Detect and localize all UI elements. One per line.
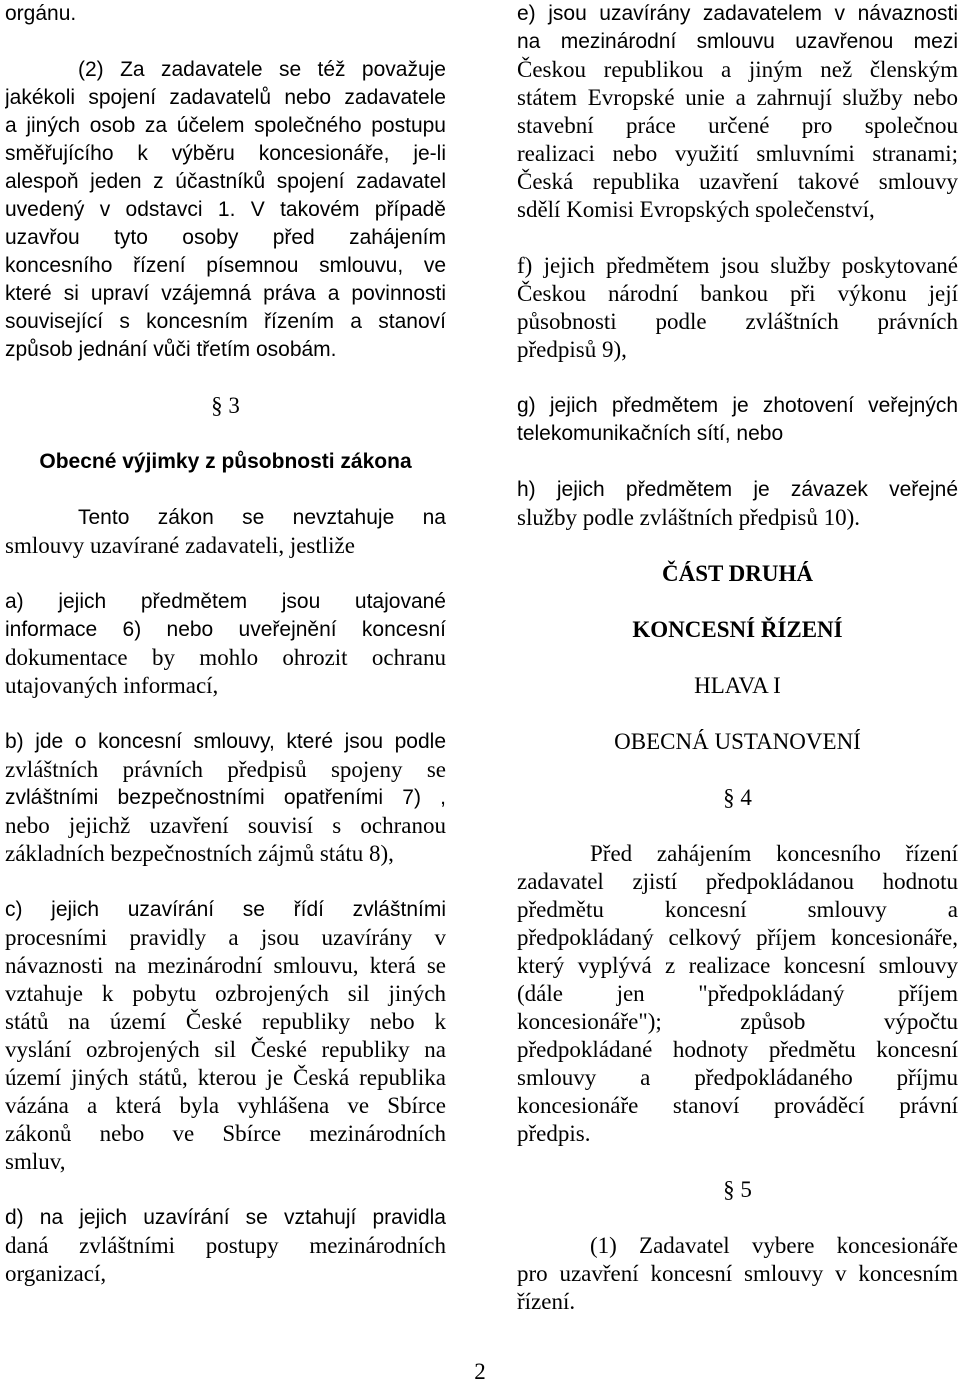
paragraph-line: Českou národní bankou při výkonu její bbox=[517, 281, 958, 306]
paragraph-line: Českou republikou a jiným než členským bbox=[517, 57, 958, 82]
part-two-title bbox=[517, 616, 958, 644]
paragraph-line: nebo jejichž uzavření souvisí s ochranou bbox=[5, 813, 446, 838]
paragraph-line: návaznosti na mezinárodní smlouvu, která se bbox=[5, 953, 446, 978]
paragraph-line: koncesního řízení písemnou smlouvu, ve bbox=[5, 254, 446, 277]
paragraph-line: které si upraví vzájemná práva a povinnosti bbox=[5, 282, 446, 305]
paragraph-line: uvedený v odstavci 1. V takovém případě bbox=[5, 198, 446, 221]
paragraph-line: předpis. bbox=[517, 1121, 591, 1146]
paragraph-line: daná zvláštními postupy mezinárodních bbox=[5, 1233, 446, 1258]
paragraph-line: (2) Za zadavatele se též považuje bbox=[78, 58, 446, 81]
paragraph-line: předpokládané hodnoty předmětu koncesní bbox=[517, 1037, 958, 1062]
carryover-text bbox=[5, 0, 446, 28]
part-label: ČÁST DRUHÁ bbox=[661, 561, 814, 586]
paragraph-line: vztahuje k pobytu ozbrojených sil jiných bbox=[5, 981, 446, 1006]
paragraph-line: pro uzavření koncesní smlouvy v koncesním bbox=[517, 1261, 958, 1286]
paragraph-line: Česká republika uzavření takové smlouvy bbox=[517, 169, 958, 194]
paragraph-line: řízení. bbox=[517, 1289, 576, 1314]
paragraph-line: zvláštními bezpečnostními opatřeními 7) , bbox=[5, 786, 446, 809]
paragraph-line: e) jsou uzavírány zadavatelem v návaznosti bbox=[517, 2, 958, 25]
paragraph-line: který vyplývá z realizace koncesní smlouvy bbox=[517, 953, 958, 978]
item-b bbox=[5, 728, 446, 868]
paragraph-line: zvláštních právních předpisů spojeny se bbox=[5, 757, 446, 782]
section-5-paragraph-1 bbox=[517, 1232, 958, 1316]
section-title: Obecné výjimky z působnosti zákona bbox=[39, 450, 412, 473]
paragraph-line: směřujícího k výběru koncesionáře, je-li bbox=[5, 142, 446, 165]
section-number: § 4 bbox=[723, 785, 752, 810]
item-h bbox=[517, 476, 958, 532]
chapter-label: HLAVA I bbox=[694, 673, 781, 698]
paragraph-line: procesními pravidly a jsou uzavírány v bbox=[5, 925, 446, 950]
item-e bbox=[517, 0, 958, 224]
chapter-title bbox=[517, 728, 958, 756]
paragraph-line: h) jejich předmětem je závazek veřejné bbox=[517, 478, 958, 501]
paragraph-line: (dále jen "předpokládaný příjem bbox=[517, 981, 958, 1006]
paragraph-line: smlouvy a předpokládaného příjmu bbox=[517, 1065, 958, 1090]
chapter-title-text: OBECNÁ USTANOVENÍ bbox=[614, 729, 861, 754]
chapter-heading bbox=[517, 672, 958, 700]
paragraph-line: utajovaných informací, bbox=[5, 673, 219, 698]
paragraph-line: smlouvy uzavírané zadavateli, jestliže bbox=[5, 533, 355, 558]
part-title: KONCESNÍ ŘÍZENÍ bbox=[632, 617, 843, 642]
paragraph-line: předmětu koncesní smlouvy a bbox=[517, 897, 958, 922]
section-5-heading bbox=[517, 1176, 958, 1204]
paragraph-line: dokumentace by mohlo ohrozit ochranu bbox=[5, 645, 446, 670]
item-f bbox=[517, 252, 958, 364]
item-d bbox=[5, 1204, 446, 1288]
paragraph-line: koncesionáře"); způsob výpočtu bbox=[517, 1009, 958, 1034]
paragraph-line: způsob jednání vůči třetím osobám. bbox=[5, 338, 337, 361]
item-a bbox=[5, 588, 446, 700]
paragraph-line: území jiných států, kterou je Česká republika bbox=[5, 1065, 446, 1090]
paragraph-line: a) jejich předmětem jsou utajované bbox=[5, 590, 446, 613]
paragraph-line: jakékoli spojení zadavatelů nebo zadavatele bbox=[5, 86, 446, 109]
paragraph-line: na mezinárodní smlouvu uzavřenou mezi bbox=[517, 30, 958, 53]
section-number: § 5 bbox=[723, 1177, 752, 1202]
paragraph-line: koncesionáře stanoví prováděcí právní bbox=[517, 1093, 958, 1118]
paragraph-line: f) jejich předmětem jsou služby poskytované bbox=[517, 253, 958, 278]
paragraph-line: alespoň jeden z účastníků spojení zadavatel bbox=[5, 170, 446, 193]
paragraph-line: působnosti podle zvláštních právních bbox=[517, 309, 958, 334]
paragraph-line: d) na jejich uzavírání se vztahují pravidla bbox=[5, 1206, 446, 1229]
paragraph-line: a jiných osob za účelem společného postupu bbox=[5, 114, 446, 137]
paragraph-line: států na území České republiky nebo k bbox=[5, 1009, 446, 1034]
paragraph-line: g) jejich předmětem je zhotovení veřejných bbox=[517, 394, 958, 417]
section-3-title bbox=[5, 448, 446, 476]
paragraph-line: realizaci nebo využití smluvními stranami; bbox=[517, 141, 958, 166]
paragraph-line: zákonů nebo ve Sbírce mezinárodních bbox=[5, 1121, 446, 1146]
paragraph-line: Tento zákon se nevztahuje na bbox=[78, 506, 446, 529]
section-3-heading bbox=[5, 392, 446, 420]
item-c bbox=[5, 896, 446, 1176]
part-two-heading bbox=[517, 560, 958, 588]
paragraph-line: zadavatel zjistí předpokládanou hodnotu bbox=[517, 869, 958, 894]
page-number: 2 bbox=[474, 1359, 486, 1384]
item-g bbox=[517, 392, 958, 448]
paragraph-line: základních bezpečnostních zájmů státu 8), bbox=[5, 841, 394, 866]
section-3-intro bbox=[5, 504, 446, 560]
paragraph-line: související s koncesním řízením a stanoví bbox=[5, 310, 446, 333]
paragraph-line: státem Evropské unie a zahrnují služby nebo bbox=[517, 85, 958, 110]
paragraph-line: orgánu. bbox=[5, 2, 77, 25]
paragraph-line: služby podle zvláštních předpisů 10). bbox=[517, 505, 861, 530]
paragraph-line: uzavřou tyto osoby před zahájením bbox=[5, 226, 446, 249]
section-4-heading bbox=[517, 784, 958, 812]
paragraph-line: organizací, bbox=[5, 1261, 107, 1286]
left-column bbox=[5, 0, 446, 1340]
paragraph-line: c) jejich uzavírání se řídí zvláštními bbox=[5, 898, 446, 921]
paragraph-line: předpisů 9), bbox=[517, 337, 627, 362]
paragraph-line: b) jde o koncesní smlouvy, které jsou podle bbox=[5, 730, 446, 753]
paragraph-line: Před zahájením koncesního řízení bbox=[590, 841, 958, 866]
paragraph-line: stavební práce určené pro společnou bbox=[517, 113, 958, 138]
section-number: § 3 bbox=[211, 393, 240, 418]
paragraph-line: telekomunikačních sítí, nebo bbox=[517, 422, 784, 445]
paragraph-line: vázána a která byla vyhlášena ve Sbírce bbox=[5, 1093, 446, 1118]
paragraph-line: sdělí Komisi Evropských společenství, bbox=[517, 197, 875, 222]
paragraph-2 bbox=[5, 56, 446, 364]
paragraph-line: smluv, bbox=[5, 1149, 66, 1174]
paragraph-line: předpokládaný celkový příjem koncesionáře, bbox=[517, 925, 958, 950]
paragraph-line: informace 6) nebo uveřejnění koncesní bbox=[5, 618, 446, 641]
section-4-paragraph bbox=[517, 840, 958, 1148]
right-column bbox=[517, 0, 958, 1340]
paragraph-line: vyslání ozbrojených sil České republiky na bbox=[5, 1037, 446, 1062]
paragraph-line: (1) Zadavatel vybere koncesionáře bbox=[590, 1233, 958, 1258]
